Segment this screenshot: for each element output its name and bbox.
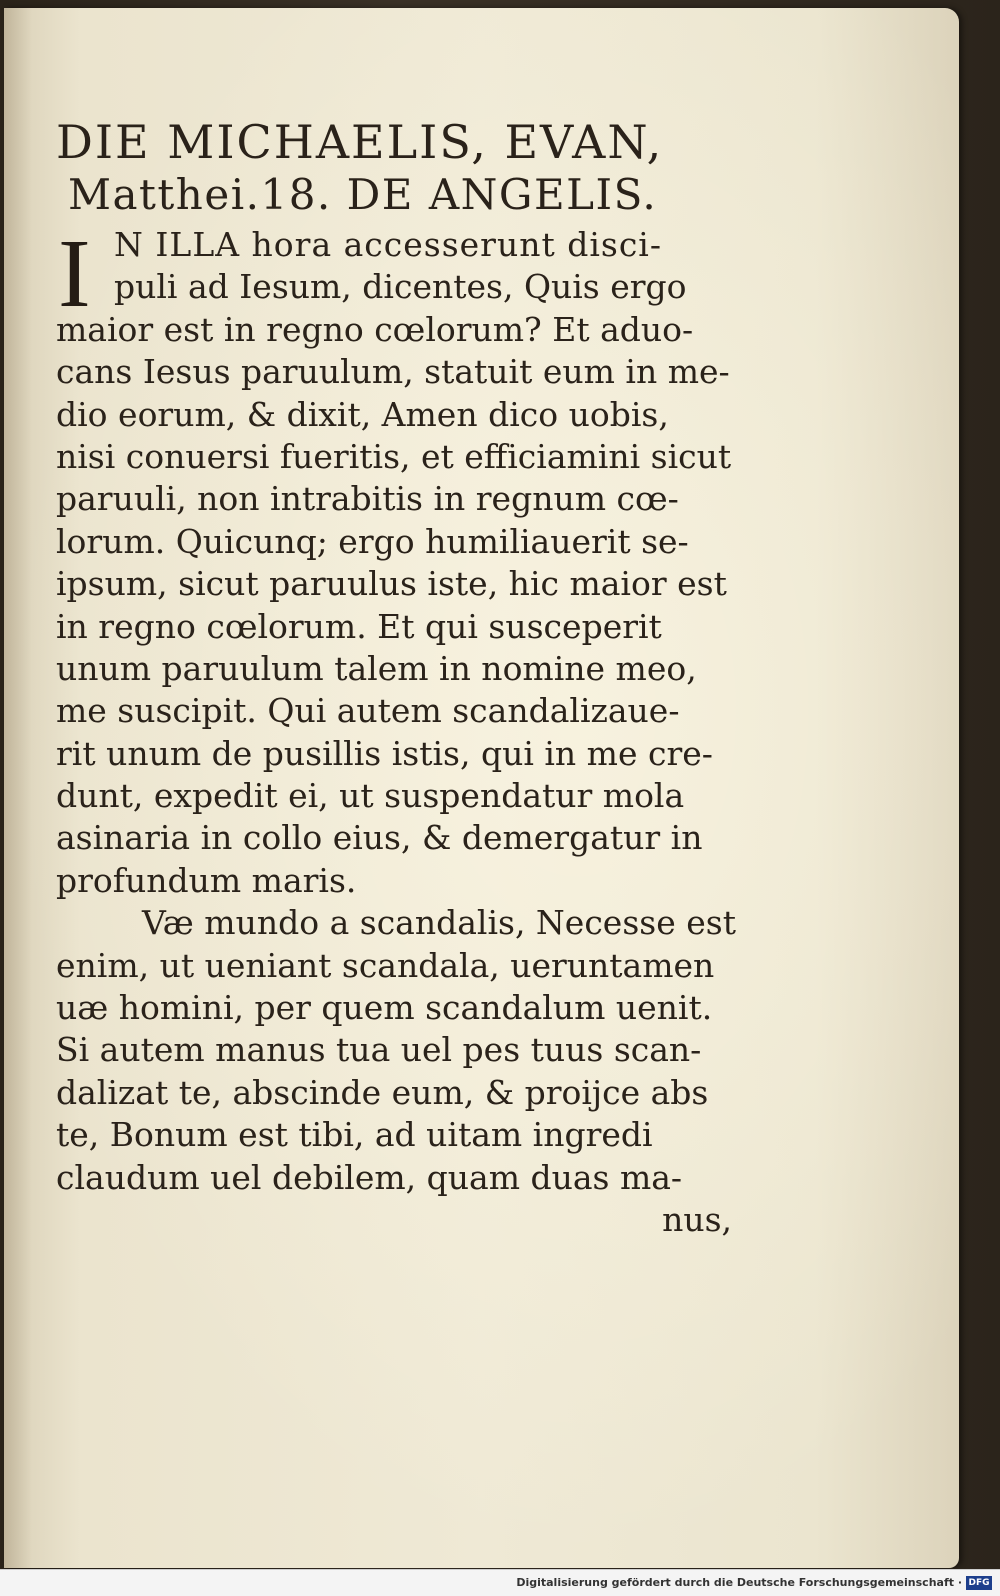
text-line: profundum maris. bbox=[56, 860, 357, 900]
text-line: unum paruulum talem in nomine meo, bbox=[56, 648, 697, 688]
page-text bbox=[56, 114, 756, 1241]
text-line: te, Bonum est tibi, ad uitam ingredi bbox=[56, 1115, 653, 1155]
text-line: lorum. Quicunq; ergo humiliauerit se- bbox=[56, 521, 689, 561]
text-line: enim, ut ueniant scandala, ueruntamen bbox=[56, 945, 715, 985]
book-page bbox=[4, 8, 959, 1568]
heading-line-1: DIE MICHAELIS, EVAN, bbox=[56, 115, 664, 169]
text-line: Si autem manus tua uel pes tuus scan- bbox=[56, 1030, 702, 1070]
body-text bbox=[56, 220, 756, 1241]
text-line: claudum uel debilem, quam duas ma- bbox=[56, 1157, 683, 1197]
text-line: puli ad Iesum, dicentes, Quis ergo bbox=[114, 267, 687, 307]
text-line: dio eorum, & dixit, Amen dico uobis, bbox=[56, 394, 669, 434]
text-line: paruuli, non intrabitis in regnum cœ- bbox=[56, 479, 679, 519]
text-line: in regno cœlorum. Et qui susceperit bbox=[56, 606, 662, 646]
text-line: ipsum, sicut paruulus iste, hic maior est bbox=[56, 564, 727, 604]
text-line: Væ mundo a scandalis, Necesse est bbox=[142, 903, 736, 943]
catchword: nus, bbox=[662, 1199, 732, 1239]
text-line: dunt, expedit ei, ut suspendatur mola bbox=[56, 776, 685, 816]
text-line: rit unum de pusillis istis, qui in me cre- bbox=[56, 733, 713, 773]
drop-initial: I bbox=[58, 220, 91, 328]
text-line: maior est in regno cœlorum? Et aduo- bbox=[56, 309, 694, 349]
text-line: nisi conuersi fueritis, et efficiamini sicut bbox=[56, 436, 732, 476]
heading-line-2: Matthei.18. DE ANGELIS. bbox=[68, 170, 658, 219]
funding-credit: Digitalisierung gefördert durch die Deutsche Forschungsgemeinschaft · bbox=[516, 1576, 962, 1589]
text-line: asinaria in collo eius, & demergatur in bbox=[56, 818, 703, 858]
dfg-logo: DFG bbox=[966, 1576, 992, 1590]
text-line: dalizat te, abscinde eum, & proijce abs bbox=[56, 1072, 709, 1112]
text-line: me suscipit. Qui autem scandalizaue- bbox=[56, 691, 680, 731]
text-line: uæ homini, per quem scandalum uenit. bbox=[56, 988, 713, 1028]
footer-bar bbox=[0, 1569, 1000, 1596]
text-line: N ILLA hora accesserunt disci- bbox=[114, 225, 663, 264]
text-line: cans Iesus paruulum, statuit eum in me- bbox=[56, 352, 730, 392]
